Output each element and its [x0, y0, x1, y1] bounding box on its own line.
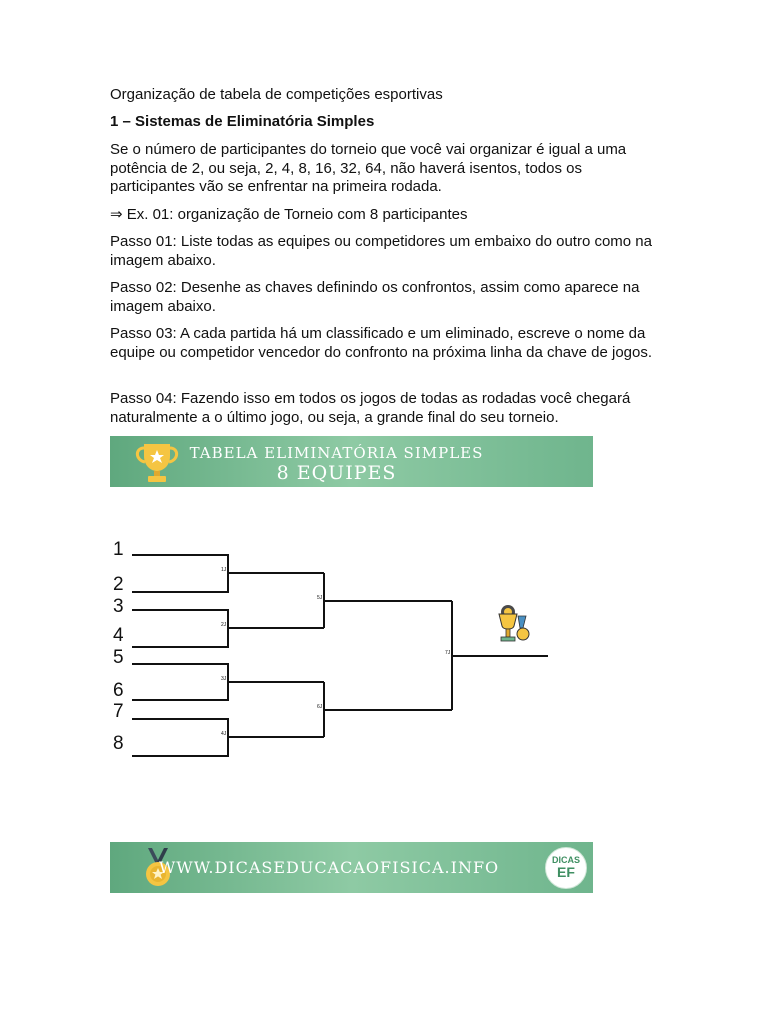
step-4: Passo 04: Fazendo isso em todos os jogos de todas as rodadas você chegará naturalmente a o último jogo, ou seja, a grande final do seu torneio. [110, 390, 631, 426]
game-label-7: 7J [445, 650, 451, 656]
match-3-lines [132, 664, 228, 700]
title-banner [110, 436, 593, 487]
game-label-4: 4J [221, 731, 227, 737]
footer-banner [110, 842, 593, 893]
trophy-medal-icon [499, 605, 529, 641]
example-line: ⇒ Ex. 01: organização de Torneio com 8 participantes [110, 206, 468, 223]
seed-3: 3 [113, 596, 124, 617]
seed-1: 1 [113, 539, 124, 560]
seed-8: 8 [113, 733, 124, 754]
match-4-lines [132, 719, 228, 756]
section-title: 1 – Sistemas de Eliminatória Simples [110, 113, 375, 130]
seed-4: 4 [113, 625, 124, 646]
match-1-lines [132, 555, 228, 592]
tournament-bracket [100, 530, 560, 770]
website-url: WWW.DICASEDUCACAOFISICA.INFO [158, 858, 500, 877]
game-label-2: 2J [221, 622, 227, 628]
seed-2: 2 [113, 574, 124, 595]
step-2: Passo 02: Desenhe as chaves definindo os confrontos, assim como aparece na imagem abaixo. [110, 279, 640, 315]
logo-text-bottom: EF [557, 864, 575, 880]
seed-6: 6 [113, 680, 124, 701]
game-label-1: 1J [221, 567, 227, 573]
banner-title-line2: 8 EQUIPES [276, 462, 397, 484]
logo-text-top: DICAS [551, 855, 580, 865]
seed-5: 5 [113, 647, 124, 668]
step-1: Passo 01: Liste todas as equipes ou competidores um embaixo do outro como na imagem abaixo. [110, 233, 652, 269]
doc-heading: Organização de tabela de competições esportivas [110, 86, 443, 103]
banner-title-line1: TABELA ELIMINATÓRIA SIMPLES [189, 444, 484, 462]
dicas-ef-logo [545, 847, 587, 889]
game-label-3: 3J [221, 676, 227, 682]
intro-paragraph: Se o número de participantes do torneio que você vai organizar é igual a uma potência de 2, ou seja, 2, 4, 8, 16, 32, 64, não haverá isentos, todos os participantes vão se enfrentar na primeira rodada. [110, 141, 627, 195]
seed-7: 7 [113, 701, 124, 722]
step-3: Passo 03: A cada partida há um classificado e um eliminado, escreve o nome da equipe ou competidor vencedor do confronto na próxima linha da chave de jogos. [110, 325, 653, 361]
game-label-6: 6J [317, 704, 323, 710]
match-2-lines [132, 610, 228, 647]
game-label-5: 5J [317, 595, 323, 601]
